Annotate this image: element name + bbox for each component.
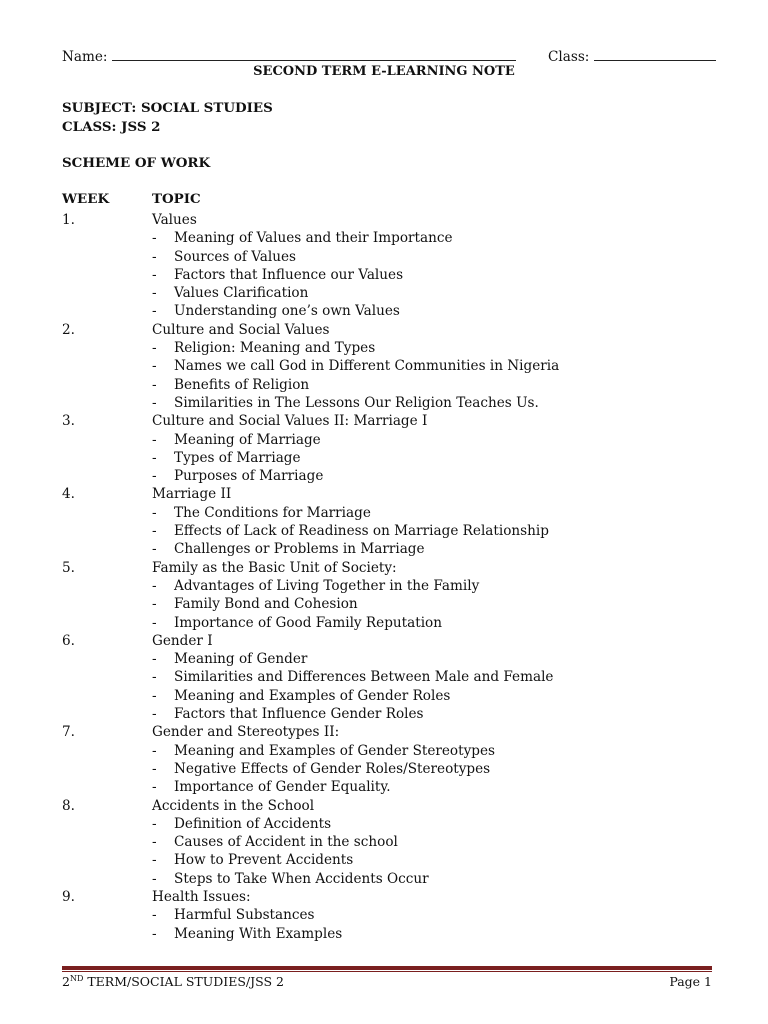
week-column-header: WEEK [62, 191, 110, 207]
week-number: 9. [62, 888, 75, 905]
subtopic-text: How to Prevent Accidents [174, 852, 354, 869]
bullet-dash: - [152, 852, 157, 869]
footer-rule-thin [62, 971, 712, 972]
subtopic-item [152, 376, 712, 394]
subtopic-text: Effects of Lack of Readiness on Marriage Relationship [174, 523, 549, 540]
week-row [62, 559, 712, 632]
subtopic-item [152, 687, 712, 705]
subtopic-item [152, 833, 712, 851]
bullet-dash: - [152, 285, 157, 302]
subtopic-item [152, 248, 712, 266]
subtopic-text: Meaning of Marriage [174, 431, 321, 448]
subtopic-text: Meaning of Gender [174, 651, 308, 668]
week-topic: Marriage II [152, 486, 232, 503]
subtopic-text: Similarities in The Lessons Our Religion Teaches Us. [174, 394, 539, 411]
subtopic-text: Steps to Take When Accidents Occur [174, 870, 429, 887]
week-number: 4. [62, 486, 75, 503]
week-topic: Gender I [152, 632, 213, 649]
subtopic-item [152, 668, 712, 686]
subtopic-item [152, 760, 712, 778]
subtopic-item [152, 302, 712, 320]
subtopic-item [152, 650, 712, 668]
subtopic-text: Factors that Influence our Values [174, 266, 404, 283]
bullet-dash: - [152, 449, 157, 466]
subtopic-item [152, 778, 712, 796]
subtopic-item [152, 614, 712, 632]
subtopic-text: Importance of Good Family Reputation [174, 614, 442, 631]
subtopic-text: Purposes of Marriage [174, 468, 324, 485]
bullet-dash: - [152, 303, 157, 320]
week-number: 6. [62, 632, 75, 649]
subtopic-item [152, 431, 712, 449]
bullet-dash: - [152, 431, 157, 448]
week-row [62, 412, 712, 485]
name-blank-line[interactable] [112, 46, 516, 61]
page-number: Page 1 [669, 974, 712, 989]
subtopic-text: Meaning With Examples [174, 925, 343, 942]
subtopic-text: Advantages of Living Together in the Family [174, 577, 480, 594]
bullet-dash: - [152, 779, 157, 796]
bullet-dash: - [152, 925, 157, 942]
subtopic-item [152, 577, 712, 595]
subtopic-text: Religion: Meaning and Types [174, 340, 376, 357]
footer-course-text: TERM/SOCIAL STUDIES/JSS 2 [83, 974, 284, 989]
subtopic-item [152, 906, 712, 924]
bullet-dash: - [152, 340, 157, 357]
week-row [62, 888, 712, 943]
week-row [62, 485, 712, 558]
subtopic-text: Sources of Values [174, 248, 297, 265]
bullet-dash: - [152, 669, 157, 686]
week-topics [152, 412, 712, 485]
subtopic-text: Similarities and Differences Between Male and Female [174, 669, 554, 686]
week-row [62, 211, 712, 321]
bullet-dash: - [152, 760, 157, 777]
week-topic: Family as the Basic Unit of Society: [152, 559, 397, 576]
footer-term-number: 2 [62, 974, 70, 989]
week-topic: Health Issues: [152, 888, 251, 905]
name-label: Name: [62, 49, 108, 65]
bullet-dash: - [152, 358, 157, 375]
week-topic: Accidents in the School [152, 797, 315, 814]
subtopic-text: Meaning and Examples of Gender Roles [174, 687, 451, 704]
subtopic-item [152, 851, 712, 869]
week-number: 8. [62, 797, 75, 814]
bullet-dash: - [152, 504, 157, 521]
subtopic-item [152, 266, 712, 284]
bullet-dash: - [152, 577, 157, 594]
subtopic-item [152, 394, 712, 412]
subtopic-text: Meaning of Values and their Importance [174, 230, 453, 247]
bullet-dash: - [152, 468, 157, 485]
bullet-dash: - [152, 596, 157, 613]
subtopic-text: Causes of Accident in the school [174, 834, 398, 851]
bullet-dash: - [152, 541, 157, 558]
bullet-dash: - [152, 907, 157, 924]
subtopic-text: Understanding one’s own Values [174, 303, 400, 320]
subtopic-item [152, 504, 712, 522]
week-topics [152, 211, 712, 321]
footer-term-suffix: ND [69, 973, 84, 983]
subtopic-text: Values Clarification [174, 285, 309, 302]
subtopic-text: Benefits of Religion [174, 376, 310, 393]
week-row [62, 321, 712, 412]
bullet-dash: - [152, 706, 157, 723]
bullet-dash: - [152, 742, 157, 759]
subtopic-item [152, 522, 712, 540]
bullet-dash: - [152, 614, 157, 631]
bullet-dash: - [152, 815, 157, 832]
page-footer [62, 974, 712, 992]
bullet-dash: - [152, 230, 157, 247]
week-number: 2. [62, 321, 75, 338]
week-topics [152, 797, 712, 888]
class-label: Class: [548, 49, 590, 65]
subtopic-item [152, 815, 712, 833]
subtopic-text: Importance of Gender Equality. [174, 779, 391, 796]
subtopic-item [152, 925, 712, 943]
subtopic-item [152, 742, 712, 760]
subtopic-text: Names we call God in Different Communities in Nigeria [174, 358, 560, 375]
week-topics [152, 559, 712, 632]
subtopic-text: Negative Effects of Gender Roles/Stereotypes [174, 760, 491, 777]
subtopic-item [152, 467, 712, 485]
class-blank-line[interactable] [594, 46, 716, 61]
subtopic-text: Challenges or Problems in Marriage [174, 541, 425, 558]
week-topics [152, 485, 712, 558]
week-row [62, 723, 712, 796]
section-heading: SCHEME OF WORK [62, 155, 211, 171]
bullet-dash: - [152, 870, 157, 887]
subject-line: SUBJECT: SOCIAL STUDIES [62, 100, 273, 116]
subtopic-item [152, 229, 712, 247]
subtopic-item [152, 870, 712, 888]
scheme-of-work-list [62, 211, 712, 943]
subtopic-text: Harmful Substances [174, 907, 315, 924]
week-topics [152, 632, 712, 723]
bullet-dash: - [152, 394, 157, 411]
week-topics [152, 888, 712, 943]
bullet-dash: - [152, 834, 157, 851]
week-topic: Culture and Social Values II: Marriage I [152, 413, 428, 430]
week-number: 1. [62, 212, 75, 228]
topic-column-header: TOPIC [152, 191, 201, 207]
week-topic: Values [152, 212, 197, 228]
bullet-dash: - [152, 651, 157, 668]
subtopic-item [152, 595, 712, 613]
subtopic-text: Factors that Influence Gender Roles [174, 706, 424, 723]
subtopic-item [152, 449, 712, 467]
bullet-dash: - [152, 266, 157, 283]
subtopic-item [152, 540, 712, 558]
bullet-dash: - [152, 248, 157, 265]
subtopic-text: Definition of Accidents [174, 815, 332, 832]
bullet-dash: - [152, 687, 157, 704]
subtopic-item [152, 284, 712, 302]
document-title: SECOND TERM E-LEARNING NOTE [253, 64, 515, 79]
subtopic-item [152, 339, 712, 357]
subtopic-item [152, 705, 712, 723]
week-topics [152, 321, 712, 412]
week-row [62, 632, 712, 723]
week-topic: Gender and Stereotypes II: [152, 724, 340, 741]
week-number: 5. [62, 559, 75, 576]
bullet-dash: - [152, 523, 157, 540]
subtopic-text: Meaning and Examples of Gender Stereotypes [174, 742, 495, 759]
name-field[interactable] [62, 46, 516, 66]
footer-rule [62, 966, 712, 970]
subtopic-item [152, 357, 712, 375]
class-field[interactable] [548, 46, 716, 66]
subtopic-text: Family Bond and Cohesion [174, 596, 358, 613]
week-topics [152, 723, 712, 796]
subtopic-text: Types of Marriage [174, 449, 301, 466]
week-number: 3. [62, 413, 75, 430]
week-topic: Culture and Social Values [152, 321, 330, 338]
week-row [62, 797, 712, 888]
class-line: CLASS: JSS 2 [62, 119, 161, 135]
bullet-dash: - [152, 376, 157, 393]
subtopic-text: The Conditions for Marriage [174, 504, 371, 521]
week-number: 7. [62, 724, 75, 741]
